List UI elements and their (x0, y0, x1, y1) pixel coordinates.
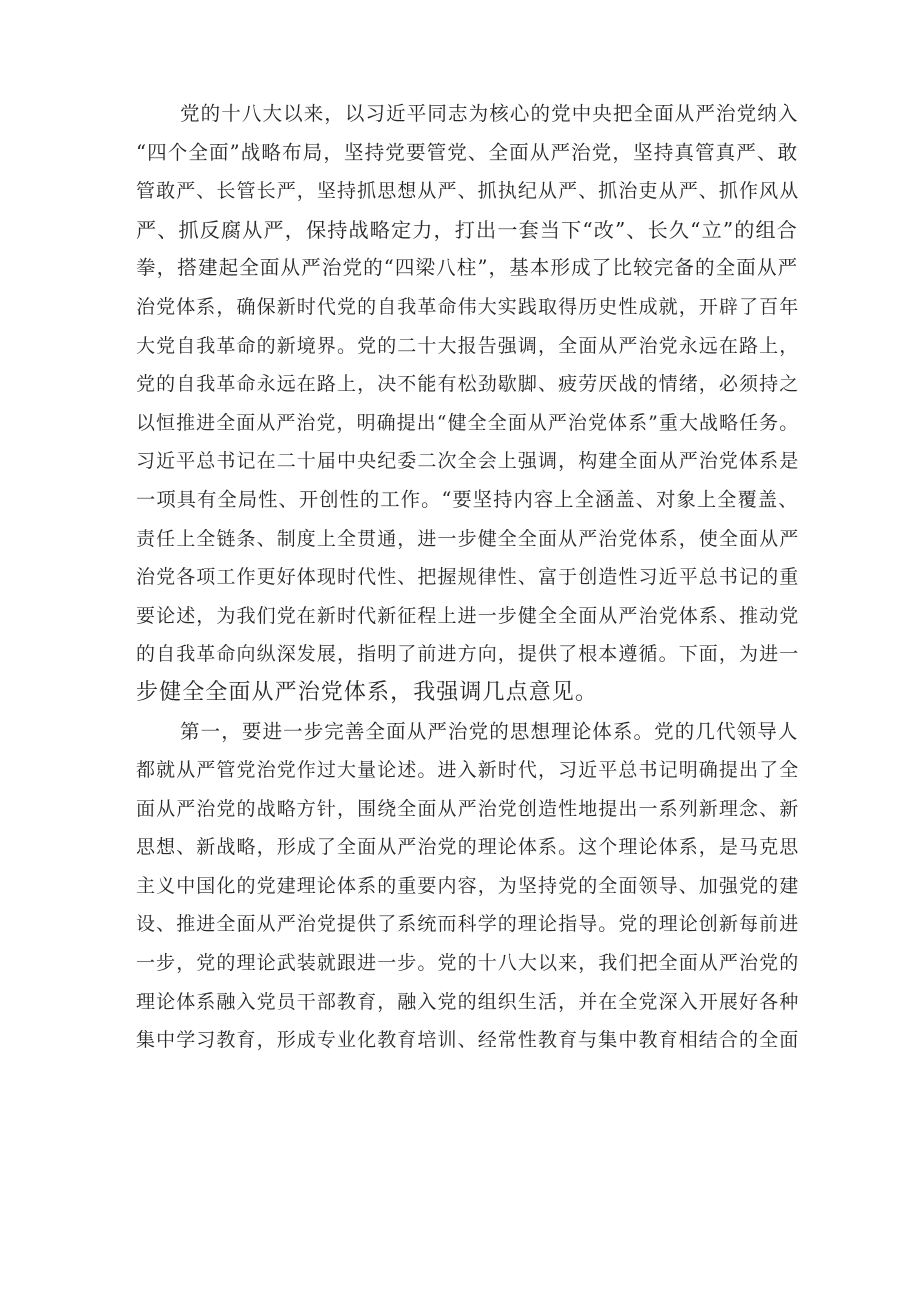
text-line: 主义中国化的党建理论体系的重要内容，为坚持党的全面领导、加强党的建 (136, 874, 800, 897)
text-line: “四个全面”战略布局，坚持党要管党、全面从严治党，坚持真管真严、敢 (136, 140, 799, 164)
text-line: 习近平总书记在二十届中央纪委二次全会上强调，构建全面从严治党体系是 (136, 450, 800, 473)
text-line: 思想、新战略，形成了全面从严治党的理论体系。这个理论体系，是马克思 (136, 836, 800, 859)
text-line: 党的自我革命永远在路上，决不能有松劲歇脚、疲劳厌战的情绪，必须持之 (136, 373, 800, 396)
paragraph-2 (136, 713, 798, 1060)
text-line: 党的十八大以来，以习近平同志为核心的党中央把全面从严治党纳入 (180, 102, 799, 125)
text-line: 面从严治党的战略方针，围绕全面从严治党创造性地提出一系列新理念、新 (136, 797, 800, 820)
text-line: 一项具有全局性、开创性的工作。“要坚持内容上全涵盖、对象上全覆盖、 (136, 487, 799, 511)
text-line: 要论述，为我们党在新时代新征程上进一步健全全面从严治党体系、推动党 (136, 604, 800, 627)
text-line: 大党自我革命的新境界。党的二十大报告强调，全面从严治党永远在路上， (136, 334, 800, 357)
text-line: 治党体系，确保新时代党的自我革命伟大实践取得历史性成就，开辟了百年 (136, 295, 800, 318)
text-line: 责任上全链条、制度上全贯通，进一步健全全面从严治党体系，使全面从严 (136, 527, 800, 550)
text-line: 以恒推进全面从严治党，明确提出“健全全面从严治党体系”重大战略任务。 (136, 411, 800, 434)
text-line: 理论体系融入党员干部教育，融入党的组织生活，并在全党深入开展好各种 (136, 990, 800, 1013)
text-line: 设、推进全面从严治党提供了系统而科学的理论指导。党的理论创新每前进 (136, 913, 800, 936)
text-line: 治党各项工作更好体现时代性、把握规律性、富于创造性习近平总书记的重 (136, 566, 800, 589)
text-line: 都就从严管党治党作过大量论述。进入新时代，习近平总书记明确提出了全 (136, 759, 800, 782)
text-line: 管敢严、长管长严，坚持抓思想从严、抓执纪从严、抓治吏从严、抓作风从 (136, 180, 800, 203)
text-line: 集中学习教育，形成专业化教育培训、经常性教育与集中教育相结合的全面 (136, 1029, 800, 1052)
text-line: 严、抓反腐从严，保持战略定力，打出一套当下“改”、长久“立”的组合 (136, 217, 798, 242)
text-line: 第一，要进一步完善全面从严治党的思想理论体系。党的几代领导人 (180, 719, 799, 743)
document-body (136, 95, 798, 1060)
paragraph-1 (136, 95, 798, 713)
text-line: 的自我革命向纵深发展，指明了前进方向，提供了根本遵循。下面，为进一 (136, 643, 800, 666)
text-line: 一步，党的理论武装就跟进一步。党的十八大以来，我们把全面从严治党的 (136, 952, 800, 975)
text-line: 拳，搭建起全面从严治党的“四梁八柱”，基本形成了比较完备的全面从严 (136, 256, 799, 280)
text-line: 步健全全面从严治党体系，我强调几点意见。 (136, 679, 599, 705)
